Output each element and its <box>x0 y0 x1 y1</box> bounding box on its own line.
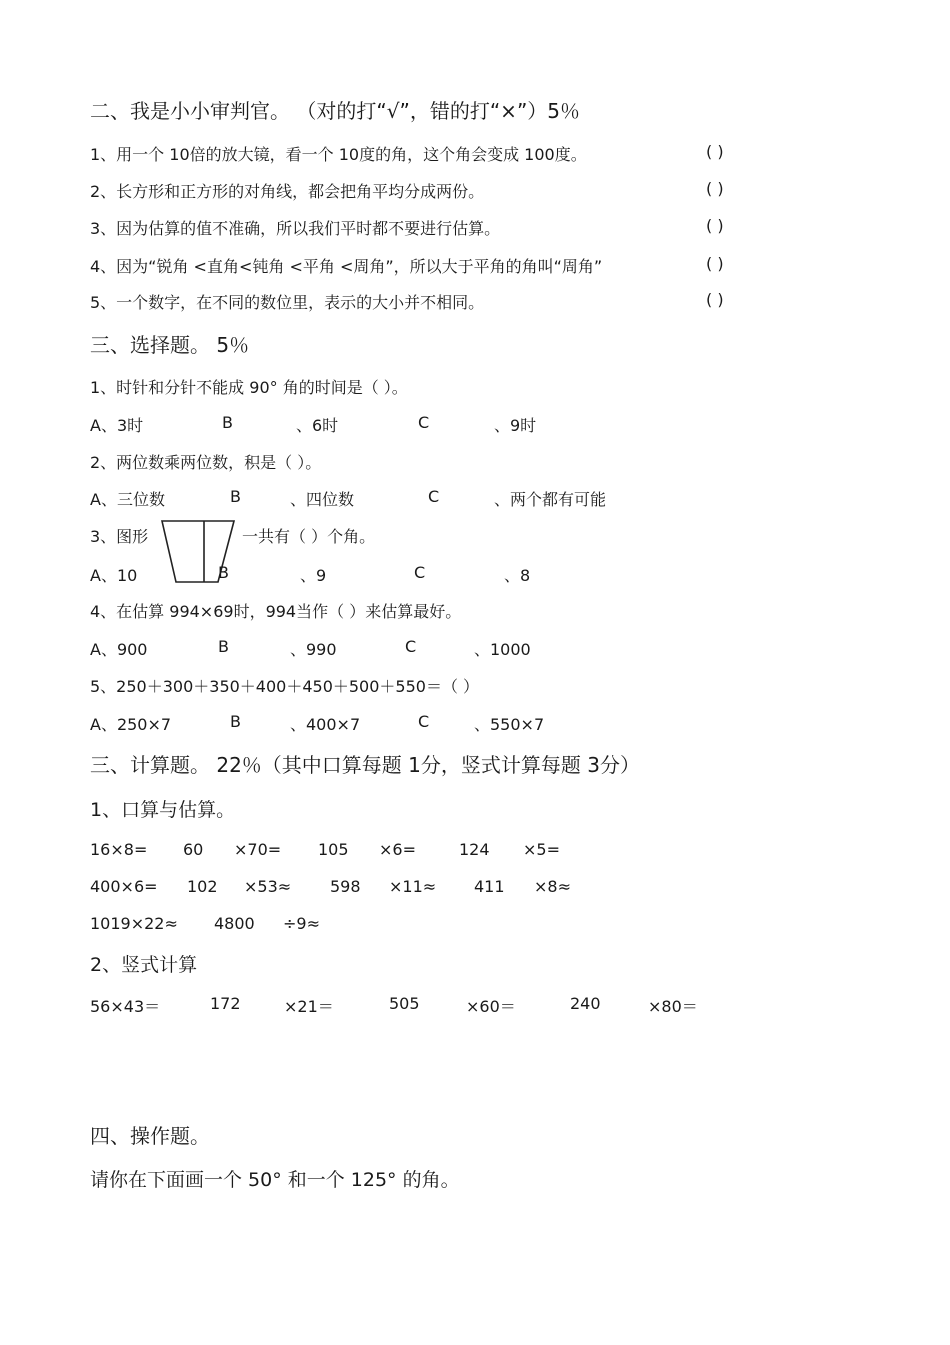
choice-q2: 2、两位数乘两位数，积是（ ）。 <box>90 453 322 472</box>
option-c[interactable]: 、1000 <box>474 640 531 659</box>
option-b[interactable]: 、6时 <box>296 416 339 435</box>
answer-blank-2[interactable]: ( ) <box>706 179 724 198</box>
option-b-label[interactable]: B <box>218 637 229 656</box>
option-c-label[interactable]: C <box>418 712 430 731</box>
option-c-label[interactable]: C <box>428 487 440 506</box>
judge-item-3: 3、因为估算的值不准确，所以我们平时都不要进行估算。 <box>90 219 501 238</box>
choice-q1: 1、时针和分针不能成 90° 角的时间是（ ）。 <box>90 378 408 397</box>
option-b-label[interactable]: B <box>218 563 229 582</box>
problem-text: ÷9≈ <box>283 914 320 933</box>
option-b-label[interactable]: B <box>222 413 233 432</box>
option-c-label[interactable]: C <box>418 413 430 432</box>
option-c-label[interactable]: C <box>405 637 417 656</box>
answer-blank-4[interactable]: ( ) <box>706 254 724 273</box>
problem-text: 400×6= <box>90 877 158 896</box>
answer-blank-5[interactable]: ( ) <box>706 290 724 309</box>
problem-text: 505 <box>389 994 420 1013</box>
problem-text: 411 <box>474 877 505 896</box>
option-c[interactable]: 、550×7 <box>474 715 545 734</box>
option-b-label[interactable]: B <box>230 712 241 731</box>
judge-item-5: 5、一个数字，在不同的数位里，表示的大小并不相同。 <box>90 293 485 312</box>
problem-text: 1019×22≈ <box>90 914 178 933</box>
option-b[interactable]: 、400×7 <box>290 715 361 734</box>
section-title-operate: 四、操作题。 <box>90 1124 210 1148</box>
problem-text: 105 <box>318 840 349 859</box>
problem-text: 56×43＝ <box>90 997 161 1016</box>
problem-text: ×60＝ <box>466 997 516 1016</box>
problem-text: 16×8= <box>90 840 148 859</box>
judge-item-1: 1、用一个 10倍的放大镜，看一个 10度的角，这个角会变成 100度。 <box>90 145 587 164</box>
problem-text: ×21＝ <box>284 997 334 1016</box>
option-c-label[interactable]: C <box>414 563 426 582</box>
problem-text: 240 <box>570 994 601 1013</box>
problem-text: ×70= <box>234 840 282 859</box>
problem-text: 60 <box>183 840 204 859</box>
problem-text: 172 <box>210 994 241 1013</box>
problem-text: 4800 <box>214 914 255 933</box>
problem-text: ×80＝ <box>648 997 698 1016</box>
problem-text: ×11≈ <box>389 877 437 896</box>
option-b-label[interactable]: B <box>230 487 241 506</box>
choice-q3-suffix: 一共有（ ）个角。 <box>242 527 376 546</box>
problem-text: ×6= <box>379 840 416 859</box>
judge-item-2: 2、长方形和正方形的对角线，都会把角平均分成两份。 <box>90 182 485 201</box>
option-b[interactable]: 、990 <box>290 640 337 659</box>
option-a[interactable]: A、250×7 <box>90 715 172 734</box>
option-a[interactable]: A、900 <box>90 640 148 659</box>
problem-text: 102 <box>187 877 218 896</box>
problem-text: ×5= <box>523 840 560 859</box>
judge-item-4: 4、因为“锐角 <直角<钝角 <平角 <周角”，所以大于平角的角叫“周角” <box>90 257 603 276</box>
option-b[interactable]: 、9 <box>300 566 327 585</box>
option-c[interactable]: 、8 <box>504 566 531 585</box>
calc-sub-vertical: 2、竖式计算 <box>90 954 198 976</box>
option-b[interactable]: 、四位数 <box>290 490 355 509</box>
section-title-judge: 二、我是小小审判官。 （对的打“√”，错的打“×”）5％ <box>90 99 581 123</box>
answer-blank-1[interactable]: ( ) <box>706 142 724 161</box>
problem-text: 124 <box>459 840 490 859</box>
option-c[interactable]: 、9时 <box>494 416 537 435</box>
choice-q5: 5、250＋300＋350＋400＋450＋500＋550＝（ ） <box>90 677 480 696</box>
choice-q4: 4、在估算 994×69时，994当作（ ）来估算最好。 <box>90 602 462 621</box>
problem-text: 598 <box>330 877 361 896</box>
option-c[interactable]: 、两个都有可能 <box>494 490 607 509</box>
problem-text: ×53≈ <box>244 877 292 896</box>
option-a[interactable]: A、10 <box>90 566 138 585</box>
answer-blank-3[interactable]: ( ) <box>706 216 724 235</box>
section-title-calc: 三、计算题。 22％（其中口算每题 1分，竖式计算每题 3分） <box>90 753 640 777</box>
operate-task: 请你在下面画一个 50° 和一个 125° 的角。 <box>90 1169 460 1191</box>
option-a[interactable]: A、三位数 <box>90 490 165 509</box>
section-title-choice: 三、选择题。 5％ <box>90 333 250 357</box>
option-a[interactable]: A、3时 <box>90 416 144 435</box>
calc-sub-mental: 1、口算与估算。 <box>90 799 236 821</box>
choice-q3-prefix: 3、图形 <box>90 527 149 546</box>
problem-text: ×8≈ <box>534 877 571 896</box>
